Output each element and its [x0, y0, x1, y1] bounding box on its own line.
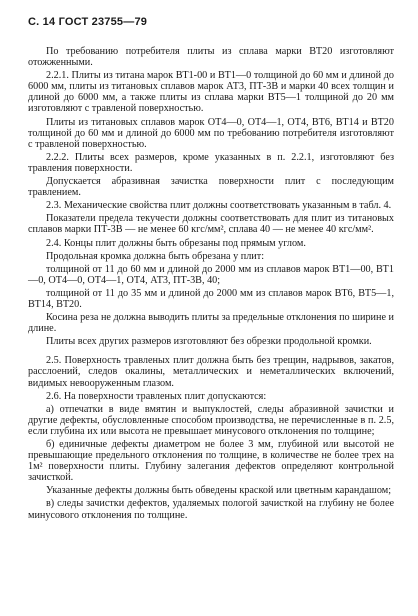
paragraph: Плиты из титановых сплавов марок ОТ4—0, ОТ4—1, ОТ4, ВТ6, ВТ14 и ВТ20 толщиной до 60 мм и длиной до 6000 мм по требованию потребителя изготовляют с травленой поверхностью.: [28, 116, 394, 150]
paragraph: 2.2.2. Плиты всех размеров, кроме указанных в п. 2.2.1, изготовляют без травления поверхности.: [28, 151, 394, 174]
paragraph: б) единичные дефекты диаметром не более 3 мм, глубиной или высотой не превышающие предельного отклонения по толщине, в количестве не более трех на 1м² поверхности плиты. Глубину залегания дефектов определяют контрольной зачисткой.: [28, 439, 394, 484]
paragraph: Указанные дефекты должны быть обведены краской или цветным карандашом;: [46, 485, 392, 497]
paragraph: 2.6. На поверхности травленых плит допускаются:: [46, 390, 267, 402]
paragraph: Допускается абразивная зачистка поверхности плит с последующим травлением.: [28, 176, 394, 199]
page-header: [28, 16, 147, 28]
paragraph: 2.2.1. Плиты из титана марок ВТ1-00 и ВТ1—0 толщиной до 60 мм и длиной до 6000 мм, плиты из титановых сплавов марок АТ3, ПТ-3В и марки 40 всех толщин и длиной до 6000 мм, а также плиты из сплава марки ВТ5—1 толщиной до 20 мм изготовляют с травленой поверхностью.: [28, 70, 394, 115]
paragraph: Показатели предела текучести должны соответствовать для плит из титановых сплавов марки ПТ-3В — не менее 60 кгс/мм², сплава 40 — не менее 40 кгс/мм².: [28, 213, 394, 236]
document-body: [28, 46, 394, 521]
paragraph: 2.5. Поверхность травленых плит должна быть без трещин, надрывов, закатов, расслоений, следов окалины, металлических и неметаллических включений, видимых невооруженным глазом.: [28, 355, 394, 389]
paragraph: в) следы зачистки дефектов, удаляемых пологой зачисткой на глубину не более минусового отклонения по толщине.: [28, 498, 394, 521]
paragraph: Плиты всех других размеров изготовляют без обрезки продольной кромки.: [46, 336, 372, 348]
paragraph: 2.4. Концы плит должны быть обрезаны под прямым углом.: [46, 237, 306, 249]
paragraph: По требованию потребителя плиты из сплава марки ВТ20 изготовляют отожженными.: [28, 46, 394, 69]
paragraph: а) отпечатки в виде вмятин и выпуклостей, следы абразивной зачистки и другие дефекты, обусловленные способом производства, не перечисленные в п. 2.5, если глубина их или высота не превышает минусового отклонения по толщине;: [28, 403, 394, 437]
paragraph: 2.3. Механические свойства плит должны соответствовать указанным в табл. 4.: [46, 200, 392, 212]
standard-code: ГОСТ 23755—79: [58, 16, 148, 28]
paragraph: Продольная кромка должна быть обрезана у плит:: [46, 250, 265, 262]
page-number: С. 14: [28, 16, 56, 28]
paragraph: толщиной от 11 до 60 мм и длиной до 2000 мм из сплавов марок ВТ1—00, ВТ1—0, ОТ4—0, ОТ4—1, ОТ4, АТ3, ПТ-3В, 40;: [28, 263, 394, 286]
paragraph: Косина реза не должна выводить плиты за предельные отклонения по ширине и длине.: [28, 312, 394, 335]
paragraph: толщиной от 11 до 35 мм и длиной до 2000 мм из сплавов марок ВТ6, ВТ5—1, ВТ14, ВТ20.: [28, 287, 394, 310]
